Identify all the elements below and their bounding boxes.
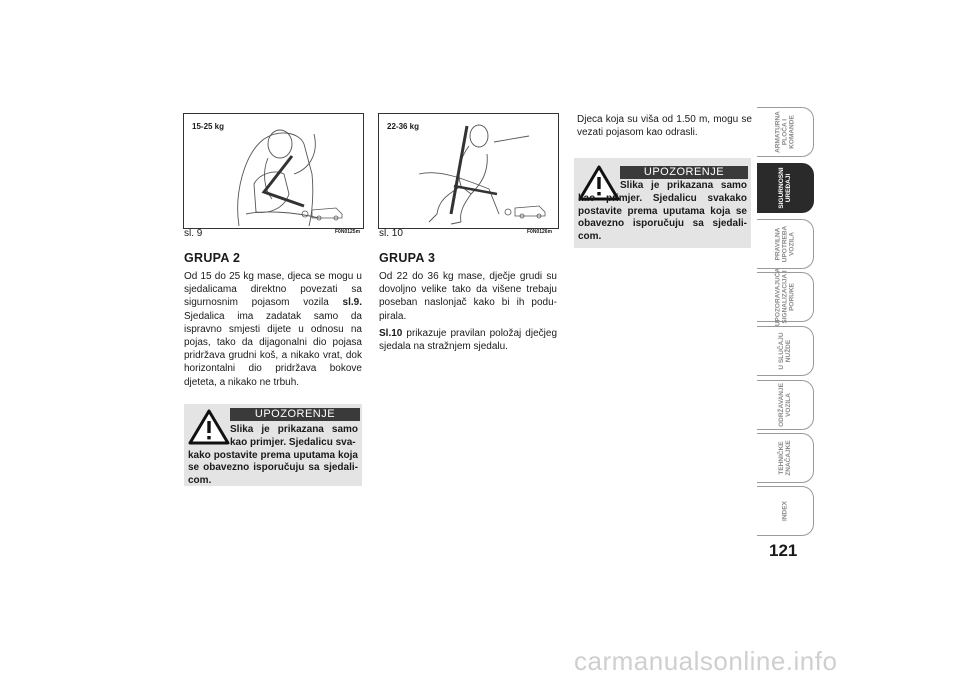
warning-1-text: Slika je prikazana samo kao primjer. Sjedalicu sva- kako postavite prema uputama koja se obavezno isporučuju sa sjedali-com.	[188, 424, 358, 487]
tab-label: SIGURNOSNI UREĐAJI	[778, 167, 792, 209]
tab-u-slucaju-nuzde[interactable]	[757, 326, 814, 376]
group-2-figure-ref: sl.9.	[342, 297, 362, 309]
group-2-text	[184, 270, 362, 389]
tab-label: TEHNIČKE ZNAČAJKE	[778, 440, 792, 476]
group-3-text-2	[379, 327, 557, 353]
tab-pravilna-upotreba[interactable]	[757, 219, 814, 269]
group-3-figure-ref: Sl.10	[379, 328, 403, 339]
tab-sigurnosni-uredaji[interactable]	[757, 163, 814, 213]
tab-label: U SLUČAJU NUŽDE	[778, 332, 792, 370]
page-number: 121	[769, 541, 798, 560]
group-2-text-b: Sjedalica ima zadatak samo da ispravno smjesti dijete u odnosu na pojas, tako da dijagonalni dio pojasa pridržava grudni koš, a nikako vrat, dok horizontalni dio pridržava bokove djeteta, a nikako ne trbuh.	[184, 310, 362, 388]
tab-tehnicke-znacajke[interactable]	[757, 433, 814, 483]
figure-9-weight-range: 15-25 kg	[192, 122, 225, 131]
warning-1-header: UPOZORENJE	[230, 408, 360, 421]
column-3-text: Djeca koja su viša od 1.50 m, mogu se vezati pojasom kao odrasli.	[577, 114, 752, 139]
figure-10-caption: sl. 10	[379, 228, 403, 239]
group-2-text-a: Od 15 do 25 kg mase, djeca se mogu u sjedalicama direktno povezati sa sigurnosnim pojasom vozila	[184, 271, 362, 309]
warning-box-1	[184, 404, 362, 486]
figure-10	[378, 113, 559, 229]
tab-label: PRAVILNA UPOTREBA VOZILA	[774, 225, 796, 263]
tab-label: UPOZORAVAJUĆA SIGNALIZACIJA I PORUKE	[774, 267, 796, 327]
tab-odrzavanje-vozila[interactable]	[757, 380, 814, 430]
watermark: carmanualsonline.info	[574, 646, 838, 676]
figure-10-illustration	[379, 114, 558, 228]
group-3-title: GRUPA 3	[379, 251, 436, 265]
warning-box-2	[574, 158, 751, 248]
tab-label: ODRŽAVANJE VOZILA	[778, 383, 792, 427]
tab-label: INDEX	[781, 501, 789, 521]
figure-9	[183, 113, 364, 229]
group-3-text-2-body: prikazuje pravilan položaj dječjeg sjedala na stražnjem sjedalu.	[379, 328, 557, 353]
tab-label: ARMATURNA PLOČA I KOMANDE	[774, 111, 796, 153]
warning-2-text: Slika je prikazana samo kao primjer. Sjedalicu svakako postavite prema uputama koja se obavezno isporučuju sa sjedali-com.	[578, 180, 747, 243]
tab-upozoravajuca-signalizacija[interactable]	[757, 267, 814, 327]
warning-2-header: UPOZORENJE	[620, 166, 748, 179]
figure-9-caption: sl. 9	[184, 228, 203, 239]
figure-9-illustration	[184, 114, 363, 228]
figure-10-weight-range: 22-36 kg	[387, 122, 420, 131]
figure-10-code: F0N0126m	[527, 229, 553, 235]
tab-armaturna-ploca[interactable]	[757, 107, 814, 157]
tab-index[interactable]	[757, 486, 814, 536]
figure-9-code: F0N0125m	[335, 229, 361, 235]
group-2-title: GRUPA 2	[184, 251, 241, 265]
group-3-text-1: Od 22 do 36 kg mase, dječje grudi su dovoljno velike tako da višene trebaju poseban naslonjač kako bi ih podu-pirala.	[379, 271, 557, 322]
